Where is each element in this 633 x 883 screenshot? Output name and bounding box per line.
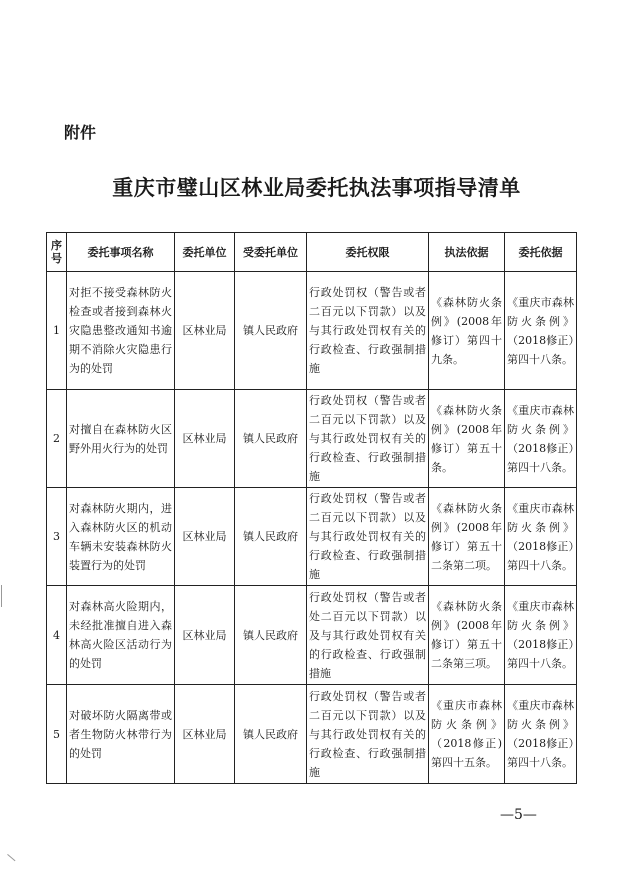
header-entrusted-unit: 受委托单位 — [235, 233, 307, 272]
row-legal-basis: 《森林防火条例》(2008年修订）第五十二条第二项。 — [429, 488, 505, 586]
row-entrust-basis: 《重庆市森林防火条例》（2018修正）第四十八条。 — [505, 272, 577, 390]
table-row — [47, 488, 577, 586]
row-authority: 行政处罚权（警告或者二百元以下罚款）以及与其行政处罚权有关的行政检查、行政强制措施 — [307, 685, 429, 784]
row-item: 对森林防火期内，进入森林防火区的机动车辆未安装森林防火装置行为的处罚 — [67, 488, 175, 586]
row-entrusting-unit: 区林业局 — [175, 586, 235, 685]
header-seq: 序号 — [47, 233, 67, 272]
table-row — [47, 586, 577, 685]
attachment-label: 附件 — [64, 123, 97, 142]
page-title: 重庆市璧山区林业局委托执法事项指导清单 — [112, 175, 521, 200]
page-number: —5— — [500, 807, 537, 823]
row-authority: 行政处罚权（警告或者二百元以下罚款）以及与其行政处罚权有关的行政检查、行政强制措施 — [307, 390, 429, 488]
row-legal-basis: 《重庆市森林防火条例》（2018修正)第四十五条。 — [429, 685, 505, 784]
row-entrusting-unit: 区林业局 — [175, 685, 235, 784]
scan-mark — [1, 585, 5, 607]
row-item: 对破坏防火隔离带或者生物防火林带行为的处罚 — [67, 685, 175, 784]
table-row — [47, 685, 577, 784]
header-entrusting-unit: 委托单位 — [175, 233, 235, 272]
table-row — [47, 390, 577, 488]
row-legal-basis: 《森林防火条例》(2008年修订）第四十九条。 — [429, 272, 505, 390]
row-authority: 行政处罚权（警告或者二百元以下罚款）以及与其行政处罚权有关的行政检查、行政强制措施 — [307, 488, 429, 586]
row-entrust-basis: 《重庆市森林防火条例》（2018修正）第四十八条。 — [505, 390, 577, 488]
row-entrusted-unit: 镇人民政府 — [235, 586, 307, 685]
row-entrust-basis: 《重庆市森林防火条例》（2018修正）第四十八条。 — [505, 488, 577, 586]
row-entrusting-unit: 区林业局 — [175, 488, 235, 586]
row-authority: 行政处罚权（警告或者二百元以下罚款）以及与其行政处罚权有关的行政检查、行政强制措施 — [307, 272, 429, 390]
row-entrusted-unit: 镇人民政府 — [235, 488, 307, 586]
row-entrust-basis: 《重庆市森林防火条例》（2018修正）第四十八条。 — [505, 586, 577, 685]
header-item: 委托事项名称 — [67, 233, 175, 272]
scan-mark — [7, 854, 16, 862]
row-seq: 4 — [47, 586, 67, 685]
row-item: 对擅自在森林防火区野外用火行为的处罚 — [67, 390, 175, 488]
row-entrusting-unit: 区林业局 — [175, 390, 235, 488]
row-entrust-basis: 《重庆市森林防火条例》（2018修正）第四十八条。 — [505, 685, 577, 784]
header-authority: 委托权限 — [307, 233, 429, 272]
entrustment-table — [46, 232, 577, 784]
table-row — [47, 272, 577, 390]
row-entrusting-unit: 区林业局 — [175, 272, 235, 390]
row-seq: 1 — [47, 272, 67, 390]
header-legal-basis: 执法依据 — [429, 233, 505, 272]
row-item: 对森林高火险期内，未经批准擅自进入森林高火险区活动行为的处罚 — [67, 586, 175, 685]
row-legal-basis: 《森林防火条例》(2008年修订）第五十条。 — [429, 390, 505, 488]
row-entrusted-unit: 镇人民政府 — [235, 685, 307, 784]
row-entrusted-unit: 镇人民政府 — [235, 272, 307, 390]
row-legal-basis: 《森林防火条例》(2008年修订）第五十二条第三项。 — [429, 586, 505, 685]
row-seq: 5 — [47, 685, 67, 784]
row-authority: 行政处罚权（警告或者处二百元以下罚款）以及与其行政处罚权有关的行政检查、行政强制措施 — [307, 586, 429, 685]
row-item: 对拒不接受森林防火检查或者接到森林火灾隐患整改通知书逾期不消除火灾隐患行为的处罚 — [67, 272, 175, 390]
row-seq: 3 — [47, 488, 67, 586]
table-header-row — [47, 233, 577, 272]
row-seq: 2 — [47, 390, 67, 488]
header-entrust-basis: 委托依据 — [505, 233, 577, 272]
row-entrusted-unit: 镇人民政府 — [235, 390, 307, 488]
